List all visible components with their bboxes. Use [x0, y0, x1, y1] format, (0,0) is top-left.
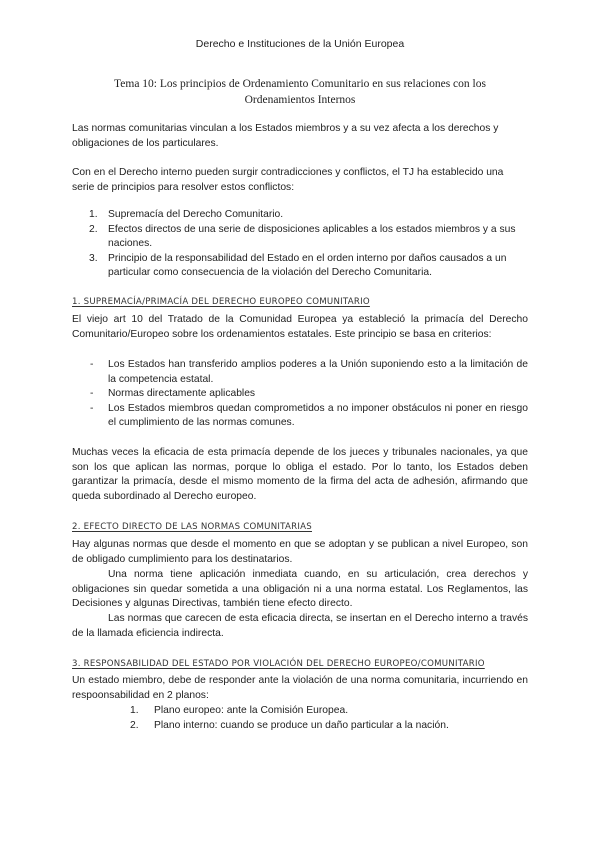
document-title — [70, 76, 530, 108]
list-item: 1. Plano europeo: ante la Comisión Europea. — [130, 705, 349, 716]
list-item: 1. Supremacía del Derecho Comunitario. — [89, 209, 284, 220]
list-item: - Normas directamente aplicables — [90, 388, 256, 399]
section-3-heading: 3. RESPONSABILIDAD DEL ESTADO POR VIOLACIÓN DEL DERECHO EUROPEO/COMUNITARIO — [72, 659, 485, 669]
section-3-paragraph-1: Un estado miembro, debe de responder ante la violación de una norma comunitaria, incurriendo en respoonsabilidad en 2 planos: — [72, 675, 528, 701]
planes-list — [72, 704, 528, 733]
intro-paragraph-2: Con en el Derecho interno pueden surgir contradicciones y conflictos, el TJ ha establecido una serie de principios para resolver estos conflictos: — [72, 167, 504, 193]
list-item: - Los Estados miembros quedan comprometidos a no imponer obstáculos ni poner en riesgo el cumplimiento de las normas comunes. — [90, 402, 528, 428]
criteria-list — [72, 358, 528, 431]
principles-list — [72, 208, 528, 281]
section-2-paragraph-2: Una norma tiene aplicación inmediata cuando, en su articulación, crea derechos y obligaciones sin quedar sometida a una obligación ni a una norma estatal. Los Reglamentos, las Decisiones y algunas Directivas, también tiene efecto directo. — [72, 569, 528, 609]
list-item: - Los Estados han transferido amplios poderes a la Unión suponiendo esto a la limitación de la competencia estatal. — [90, 359, 528, 385]
intro-paragraph-1: Las normas comunitarias vinculan a los Estados miembros y a su vez afecta a los derechos y obligaciones de los particulares. — [72, 123, 499, 149]
title-line-2: Ordenamientos Internos — [244, 94, 356, 106]
title-line-1: Tema 10: Los principios de Ordenamiento Comunitario en sus relaciones con los — [114, 78, 486, 90]
list-item: 2. Efectos directos de una serie de disposiciones aplicables a los estados miembros y a sus naciones. — [89, 223, 516, 249]
section-2-heading: 2. EFECTO DIRECTO DE LAS NORMAS COMUNITARIAS — [72, 522, 312, 532]
section-1-paragraph-2: Muchas veces la eficacia de esta primacía depende de los jueces y tribunales nacionales, ya que son los que aplican las normas, porque lo obliga el estado. Por lo tanto, los Estados deben garantizar la primacía, desde el mismo momento de la firma del acta de adhesión, afirmando que queda subordinado al Derecho europeo. — [72, 447, 528, 502]
section-2-paragraph-1: Hay algunas normas que desde el momento en que se adoptan y se publican a nivel Europeo, son de obligado cumplimiento para los destinatarios. — [72, 539, 528, 565]
list-item: 3. Principio de la responsabilidad del Estado en el orden interno por daños causados a un particular como consecuencia de la violación del Derecho Comunitaria. — [89, 252, 507, 278]
section-1-heading: 1. SUPREMACÍA/PRIMACÍA DEL DERECHO EUROPEO COMUNITARIO — [72, 297, 370, 307]
document-subject: Derecho e Instituciones de la Unión Europea — [195, 38, 405, 50]
section-2-paragraph-3: Las normas que carecen de esta eficacia directa, se insertan en el Derecho interno a través de la llamada eficiencia indirecta. — [72, 613, 528, 639]
section-1-paragraph-1: El viejo art 10 del Tratado de la Comunidad Europea ya estableció la primacía del Derecho Comunitario/Europeo sobre los ordenamientos estatales. Este principio se basa en criterios: — [72, 314, 528, 340]
list-item: 2. Plano interno: cuando se produce un daño particular a la nación. — [130, 719, 449, 731]
